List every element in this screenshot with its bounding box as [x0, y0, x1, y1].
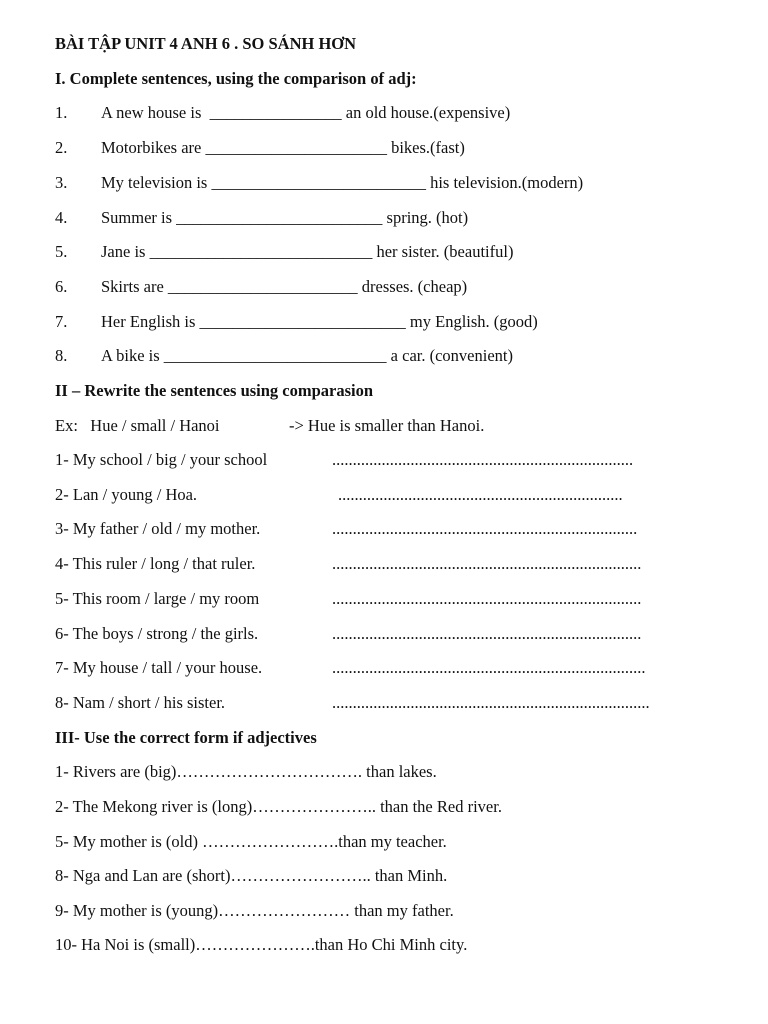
adjective-item: 5- My mother is (old) …………………….than my teacher. — [55, 832, 447, 851]
item-number: 8. — [55, 346, 68, 365]
rewrite-prompt: 1- My school / big / your school — [55, 450, 268, 469]
item-text: Her English is _________________________ my English. (good) — [101, 312, 538, 331]
rewrite-answer-line: ........................................................................... — [332, 624, 642, 643]
item-number: 4. — [55, 208, 68, 227]
section1-heading: I. Complete sentences, using the comparison of adj: — [55, 69, 417, 88]
section3-heading: III- Use the correct form if adjectives — [55, 728, 317, 747]
exercise-item — [55, 103, 510, 123]
rewrite-answer-line: ......................................................................... — [332, 450, 634, 469]
exercise-item — [55, 173, 583, 193]
rewrite-prompt: 3- My father / old / my mother. — [55, 519, 261, 538]
adjective-item: 8- Nga and Lan are (short)…………………….. than Minh. — [55, 866, 448, 885]
rewrite-prompt: 5- This room / large / my room — [55, 589, 260, 608]
exercise-item — [55, 138, 465, 158]
item-text: Motorbikes are ______________________ bikes.(fast) — [101, 138, 465, 157]
item-text: Jane is ___________________________ her sister. (beautiful) — [101, 242, 514, 261]
item-text: Skirts are _______________________ dresses. (cheap) — [101, 277, 468, 296]
item-text: Summer is _________________________ spring. (hot) — [101, 208, 469, 227]
exercise-item — [55, 277, 467, 297]
rewrite-prompt: 4- This ruler / long / that ruler. — [55, 554, 256, 573]
adjective-item: 10- Ha Noi is (small)………………….than Ho Chi Minh city. — [55, 935, 468, 954]
item-number: 1. — [55, 103, 68, 122]
rewrite-answer-line: ............................................................................ — [332, 658, 646, 677]
example-prompt: Ex: Hue / small / Hanoi — [55, 416, 220, 435]
item-number: 7. — [55, 312, 68, 331]
exercise-item — [55, 312, 538, 332]
rewrite-answer-line: ........................................................................... — [332, 589, 642, 608]
rewrite-prompt: 6- The boys / strong / the girls. — [55, 624, 259, 643]
adjective-item: 9- My mother is (young)…………………… than my father. — [55, 901, 454, 920]
rewrite-prompt: 7- My house / tall / your house. — [55, 658, 263, 677]
item-number: 6. — [55, 277, 68, 296]
item-number: 3. — [55, 173, 68, 192]
adjective-item: 2- The Mekong river is (long)………………….. than the Red river. — [55, 797, 502, 816]
rewrite-answer-line: ..................................................................... — [338, 485, 623, 504]
item-text: A bike is ___________________________ a car. (convenient) — [101, 346, 513, 365]
item-number: 2. — [55, 138, 68, 157]
section2-heading: II – Rewrite the sentences using comparasion — [55, 381, 374, 400]
exercise-item — [55, 242, 513, 262]
item-text: My television is __________________________ his television.(modern) — [101, 173, 584, 192]
rewrite-prompt: 8- Nam / short / his sister. — [55, 693, 226, 712]
item-text: A new house is ________________ an old house.(expensive) — [101, 103, 511, 122]
exercise-item — [55, 208, 468, 228]
rewrite-answer-line: .......................................................................... — [332, 519, 638, 538]
adjective-item: 1- Rivers are (big)……………………………. than lakes. — [55, 762, 437, 781]
exercise-item — [55, 346, 513, 366]
example-answer: -> Hue is smaller than Hanoi. — [289, 416, 485, 435]
rewrite-answer-line: ........................................................................... — [332, 554, 642, 573]
item-number: 5. — [55, 242, 68, 261]
page-title: BÀI TẬP UNIT 4 ANH 6 . SO SÁNH HƠN — [55, 34, 357, 53]
rewrite-answer-line: ............................................................................. — [332, 693, 650, 712]
rewrite-prompt: 2- Lan / young / Hoa. — [55, 485, 198, 504]
